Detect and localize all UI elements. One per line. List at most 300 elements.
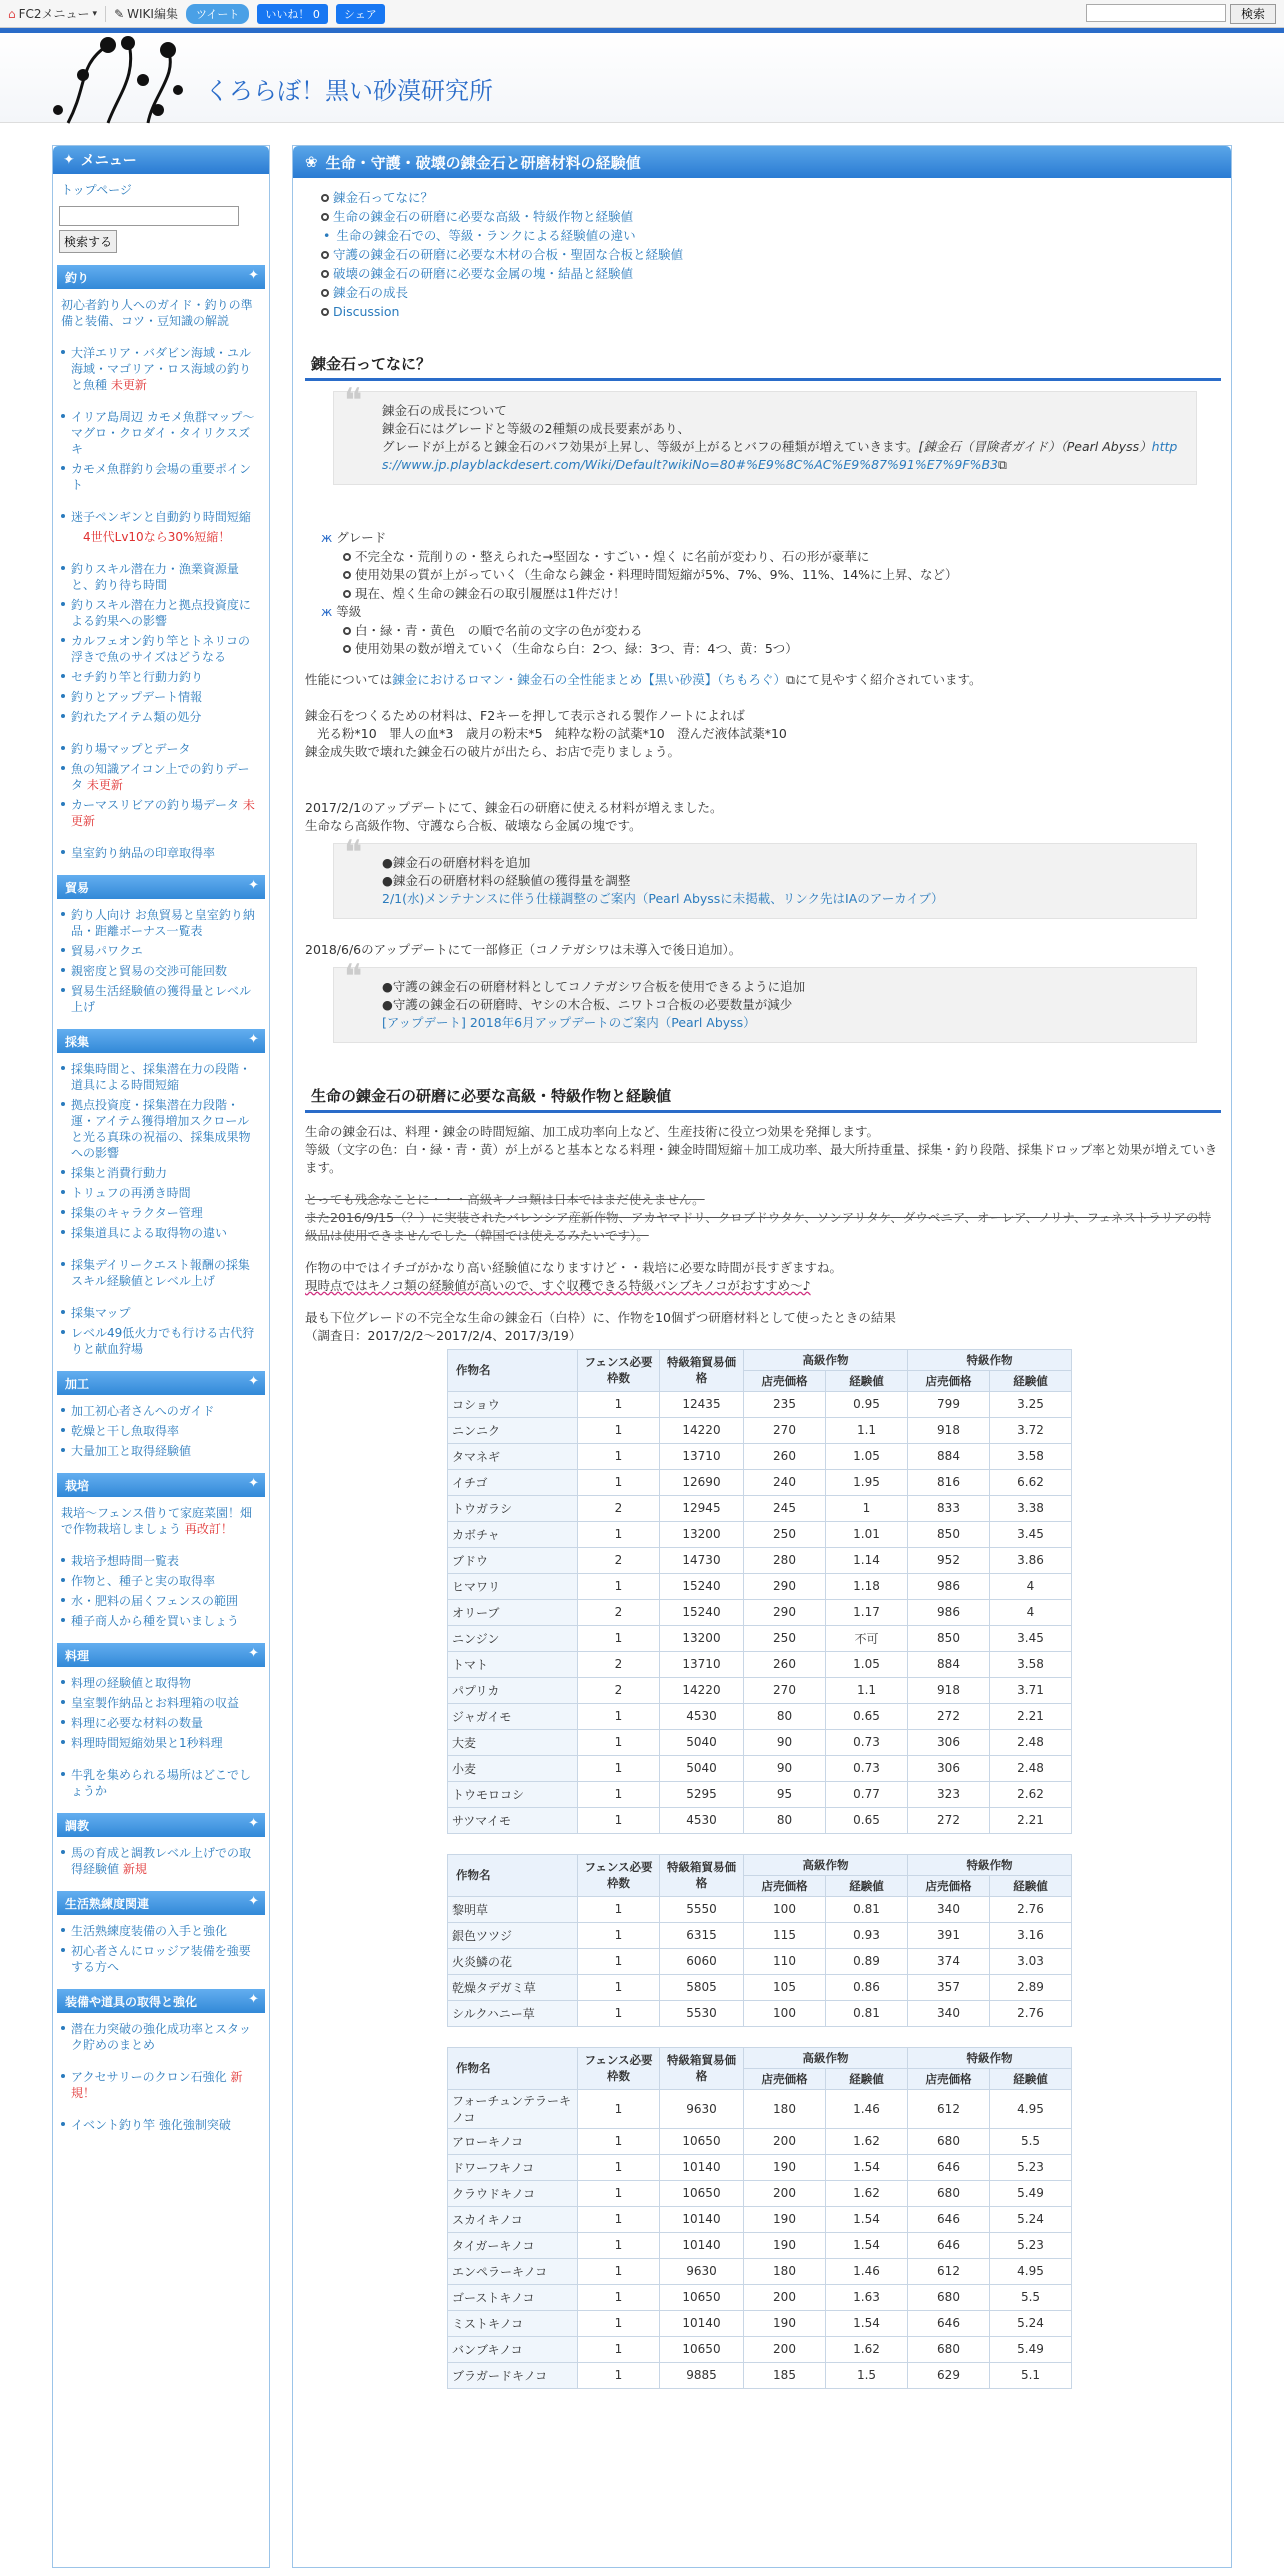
spacer <box>53 727 269 739</box>
table-cell: カボチャ <box>448 1521 578 1547</box>
circle-bullet-icon <box>321 270 329 278</box>
table-row <box>448 2180 1072 2206</box>
table-cell: 680 <box>908 2336 990 2362</box>
table-cell: 13710 <box>660 1443 744 1469</box>
table-cell: 5.23 <box>990 2154 1072 2180</box>
table-cell: スカイキノコ <box>448 2206 578 2232</box>
sidebar-link[interactable] <box>53 631 269 667</box>
sidebar-search-input[interactable] <box>59 206 239 226</box>
table-cell: 110 <box>744 1948 826 1974</box>
sidebar-link[interactable] <box>53 1183 269 1203</box>
table-cell: 5.23 <box>990 2232 1072 2258</box>
table-cell: 190 <box>744 2206 826 2232</box>
table-cell: 2 <box>578 1677 660 1703</box>
table-cell: 0.65 <box>826 1703 908 1729</box>
sidebar-link[interactable] <box>53 1713 269 1733</box>
table-row <box>448 1573 1072 1599</box>
table-header: 経験値 <box>826 1875 908 1896</box>
toc-item[interactable] <box>321 188 1231 207</box>
table-cell: 1 <box>578 1443 660 1469</box>
table-row <box>448 2362 1072 2388</box>
table-cell: タイガーキノコ <box>448 2232 578 2258</box>
toc-link[interactable]: 錬金石ってなに？ <box>333 190 434 205</box>
wiki-edit-link[interactable]: ✎ WIKI編集 <box>114 6 178 21</box>
table-cell: 1.54 <box>826 2154 908 2180</box>
table-cell: 952 <box>908 1547 990 1573</box>
quote-update-2017: ❝ ●錬金石の研磨材料を追加 ●錬金石の研磨材料の経験値の獲得量を調整 2/1(水)メンテナンスに伴う仕様調整のご案内（Pearl Abyssに未掲載、リンク先はIAのアーカイブ） <box>333 843 1197 919</box>
table-cell: アローキノコ <box>448 2128 578 2154</box>
sidebar-link[interactable] <box>53 343 269 395</box>
sidebar-link[interactable] <box>53 1203 269 1223</box>
table-cell: 0.77 <box>826 1781 908 1807</box>
table-cell: 90 <box>744 1755 826 1781</box>
table-cell: 1 <box>826 1495 908 1521</box>
bullet-icon <box>343 590 351 598</box>
sidebar-section-title: 装備や道具の取得と強化 ✦ <box>57 1989 265 2013</box>
sidebar-link[interactable] <box>53 2019 269 2055</box>
table-cell: 340 <box>908 2000 990 2026</box>
table-cell: 10140 <box>660 2310 744 2336</box>
table-row <box>448 2089 1072 2128</box>
chimolog-link[interactable]: 錬金におけるロマン・錬金石の全性能まとめ【黒い砂漠】（ちもろぐ） <box>392 671 787 687</box>
table-row <box>448 2206 1072 2232</box>
table-cell: 80 <box>744 1703 826 1729</box>
table-cell: 0.86 <box>826 1974 908 2000</box>
dot-bullet-icon: • <box>323 228 331 243</box>
table-cell: 0.73 <box>826 1755 908 1781</box>
sidebar-link[interactable] <box>53 843 269 863</box>
sidebar-link[interactable] <box>53 595 269 631</box>
sidebar-link[interactable] <box>53 1591 269 1611</box>
sidebar-link[interactable] <box>53 1163 269 1183</box>
butterfly-icon: ж <box>321 604 333 619</box>
status-badge: 未更新 <box>83 778 123 792</box>
sidebar-link[interactable] <box>53 1255 269 1291</box>
update-2018-link[interactable]: [アップデート] 2018年6月アップデートのご案内（Pearl Abyss） <box>382 1014 756 1030</box>
table-cell: 323 <box>908 1781 990 1807</box>
table-cell: 5805 <box>660 1974 744 2000</box>
table-cell: 2.76 <box>990 1896 1072 1922</box>
sidebar-link[interactable] <box>53 1059 269 1095</box>
life-desc-2: 等級（文字の色：白・緑・青・黄）が上がると基本となる料理・錬金時間短縮＋加工成功率、最大所持重量、採集・釣り段階、採集ドロップ率と効果が増えていきます。 <box>305 1141 1218 1175</box>
table-cell: 180 <box>744 2089 826 2128</box>
sidebar-link-label: イベント釣り竿 強化強制突破 <box>71 2118 231 2132</box>
sidebar-link-label: 大洋エリア・バダビン海域・ユル海域・マゴリア・ロス海域の釣りと魚種 <box>71 346 252 392</box>
table-cell: 0.89 <box>826 1948 908 1974</box>
table-cell: コショウ <box>448 1391 578 1417</box>
table-cell: 3.72 <box>990 1417 1072 1443</box>
table-cell: 190 <box>744 2310 826 2336</box>
spacer <box>53 1291 269 1303</box>
sidebar-link[interactable] <box>53 559 269 595</box>
sidebar-link-label: 採集と消費行動力 <box>71 1166 168 1180</box>
table-cell: 357 <box>908 1974 990 2000</box>
sidebar-note <box>53 527 269 547</box>
fc2-menu[interactable]: ⌂ FC2メニュー ▾ <box>8 6 98 21</box>
table-cell: 1.46 <box>826 2258 908 2284</box>
sidebar-section-title: 採集 ✦ <box>57 1029 265 1053</box>
toc-link[interactable]: 守護の錬金石の研磨に必要な木材の合板・聖固な合板と経験値 <box>333 247 684 262</box>
sidebar-link[interactable] <box>53 981 269 1017</box>
sidebar-section-title: 栽培 ✦ <box>57 1473 265 1497</box>
sidebar-link[interactable] <box>53 2067 269 2103</box>
table-cell: 1.54 <box>826 2206 908 2232</box>
sidebar-link[interactable] <box>53 1693 269 1713</box>
table-cell: 1 <box>578 1573 660 1599</box>
table-header: 店売価格 <box>744 1370 826 1391</box>
sidebar-link-label: 採集マップ <box>71 1306 131 1320</box>
table-cell: バンブキノコ <box>448 2336 578 2362</box>
table-cell: 850 <box>908 1625 990 1651</box>
table-cell: 1 <box>578 1896 660 1922</box>
sidebar-link[interactable] <box>53 1843 269 1879</box>
table-cell: 6.62 <box>990 1469 1072 1495</box>
sidebar-link-label: 潜在力突破の強化成功率とスタック貯めのまとめ <box>71 2022 252 2052</box>
sidebar-link-label: 採集のキャラクター管理 <box>71 1206 203 1220</box>
table-cell: パプリカ <box>448 1677 578 1703</box>
table-cell: オリーブ <box>448 1599 578 1625</box>
table-cell: 2.76 <box>990 2000 1072 2026</box>
sidebar-link[interactable] <box>53 1323 269 1359</box>
table-cell: 1 <box>578 1703 660 1729</box>
table-cell: 小麦 <box>448 1755 578 1781</box>
table-cell: 1 <box>578 1755 660 1781</box>
sidebar-link-label: 栽培～フェンス借りて家庭菜園！畑で作物栽培しましょう <box>61 1506 253 1536</box>
table-cell: 1.5 <box>826 2362 908 2388</box>
table-cell: 1.63 <box>826 2284 908 2310</box>
site-title[interactable]: くろらぼ！黒い砂漠研究所 <box>205 77 493 105</box>
table-cell: トマト <box>448 1651 578 1677</box>
crop-table <box>447 1349 1072 1834</box>
table-cell: ブラガードキノコ <box>448 2362 578 2388</box>
table-cell: 1 <box>578 2000 660 2026</box>
sidebar-link-label: 種子商人から種を買いましょう <box>71 1614 240 1628</box>
table-row <box>448 1521 1072 1547</box>
sidebar-search-button[interactable]: 検索する <box>59 230 117 253</box>
table-cell: 680 <box>908 2180 990 2206</box>
toc-link[interactable]: 破壊の錬金石の研磨に必要な金属の塊・結晶と経験値 <box>333 266 634 281</box>
table-row <box>448 1922 1072 1948</box>
sidebar-link-label: 大量加工と取得経験値 <box>71 1444 192 1458</box>
table-cell: 10650 <box>660 2180 744 2206</box>
table-cell: 0.81 <box>826 2000 908 2026</box>
table-cell: ドワーフキノコ <box>448 2154 578 2180</box>
crop-tables <box>293 1349 1231 2389</box>
bullet-icon <box>343 553 351 561</box>
sidebar-link[interactable] <box>53 1441 269 1461</box>
sidebar-link[interactable] <box>53 1921 269 1941</box>
table-cell: 火炎鱗の花 <box>448 1948 578 1974</box>
table-cell: 4530 <box>660 1807 744 1833</box>
table-cell: 290 <box>744 1599 826 1625</box>
table-cell: 1 <box>578 1948 660 1974</box>
toc-link[interactable]: 生命の錬金石での、等級・ランクによる経験値の違い <box>336 228 636 243</box>
table-cell: タマネギ <box>448 1443 578 1469</box>
table-cell: 3.16 <box>990 1922 1072 1948</box>
sidebar-link-label: 採集時間と、採集潜在力の段階・道具による時間短縮 <box>71 1062 252 1092</box>
table-row <box>448 1625 1072 1651</box>
top-search-input[interactable] <box>1086 4 1226 22</box>
star-icon: ✦ <box>63 152 75 168</box>
spacer <box>53 331 269 343</box>
sidebar-link-label: 採集道具による取得物の違い <box>71 1226 228 1240</box>
table-row <box>448 2232 1072 2258</box>
table-cell: 250 <box>744 1521 826 1547</box>
table-cell: 799 <box>908 1391 990 1417</box>
sidebar-section-title: 釣り ✦ <box>57 265 265 289</box>
table-cell: 833 <box>908 1495 990 1521</box>
sidebar-link[interactable] <box>53 1673 269 1693</box>
table-cell: 1 <box>578 1391 660 1417</box>
sidebar-link-label: 釣りスキル潜在力と拠点投資度による釣果への影響 <box>71 598 251 628</box>
table-cell: 646 <box>908 2206 990 2232</box>
sidebar-link[interactable] <box>53 905 269 941</box>
home-icon: ⌂ <box>8 6 16 21</box>
table-header: 店売価格 <box>744 1875 826 1896</box>
table-cell: 2.48 <box>990 1755 1072 1781</box>
table-cell: 10650 <box>660 2336 744 2362</box>
table-cell: 240 <box>744 1469 826 1495</box>
sidebar-link[interactable] <box>53 795 269 831</box>
sidebar-link[interactable] <box>53 2115 269 2135</box>
grade-list: ж グレード 不完全な・荒削りの・整えられた→堅固な・すごい・煌く に名前が変わり、石の形が豪華に 使用効果の質が上がっていく（生命なら錬金・料理時間短縮が5%、7%、9%、11%、14%に上昇、など） 現在、煌く生命の錬金石の取引履歴は1件だけ！ ж 等級 白・緑・青・黄色 の順で名前の文字の色が変わる 使用効果の数が増えていく（生命なら白：2つ、緑：3つ、青：4つ、黄：5つ） <box>321 530 958 656</box>
sidebar-link[interactable] <box>53 1303 269 1323</box>
table-cell: 13200 <box>660 1521 744 1547</box>
guide-link[interactable]: https://www.jp.playblackdesert.com/Wiki/Default?wikiNo=80#%E9%8C%AC%E9%87%91%E7%9F%B3 <box>382 439 1178 472</box>
table-cell: 115 <box>744 1922 826 1948</box>
table-cell: 1.62 <box>826 2128 908 2154</box>
material-note: 錬金成失敗で壊れた錬金石の破片が出たら、お店で売りましょう。 <box>305 743 681 759</box>
table-cell: 1.01 <box>826 1521 908 1547</box>
table-cell: 306 <box>908 1755 990 1781</box>
sidebar-section-title: 料理 ✦ <box>57 1643 265 1667</box>
sidebar-link[interactable] <box>53 687 269 707</box>
sidebar-link[interactable] <box>53 667 269 687</box>
table-row <box>448 2000 1072 2026</box>
table-cell: 12435 <box>660 1391 744 1417</box>
table-cell: 1.14 <box>826 1547 908 1573</box>
table-row <box>448 1948 1072 1974</box>
table-cell: 1 <box>578 1922 660 1948</box>
sidebar-sections <box>53 265 269 2135</box>
sidebar-link[interactable] <box>53 1611 269 1631</box>
tweet-button[interactable]: ツイート <box>186 4 249 24</box>
sidebar-link[interactable] <box>53 739 269 759</box>
table-cell: 5.24 <box>990 2310 1072 2336</box>
edit-icon: ✎ <box>114 6 125 21</box>
sidebar-link[interactable] <box>53 1571 269 1591</box>
table-cell: 680 <box>908 2128 990 2154</box>
table-row <box>448 2154 1072 2180</box>
table-cell: 340 <box>908 1896 990 1922</box>
table-cell: 250 <box>744 1625 826 1651</box>
sidebar-link-label: トリュフの再湧き時間 <box>71 1186 191 1200</box>
table-header: 作物名 <box>448 2047 578 2089</box>
sidebar-top-link[interactable]: トップページ <box>61 183 132 197</box>
spacer <box>53 1243 269 1255</box>
table-header: 高級作物 <box>744 1854 908 1875</box>
table-header: 特級箱貿易価格 <box>660 1854 744 1896</box>
table-header: 作物名 <box>448 1349 578 1391</box>
sidebar-link-label: 水・肥料の届くフェンスの範囲 <box>71 1594 239 1608</box>
table-cell: 612 <box>908 2258 990 2284</box>
table-date: （調査日：2017/2/2～2017/2/4、2017/3/19） <box>305 1327 582 1343</box>
table-cell: 2 <box>578 1547 660 1573</box>
table-cell: 1 <box>578 2180 660 2206</box>
table-cell: クラウドキノコ <box>448 2180 578 2206</box>
table-cell: 12945 <box>660 1495 744 1521</box>
table-cell: 1 <box>578 2310 660 2336</box>
table-cell: 884 <box>908 1443 990 1469</box>
top-search-button[interactable]: 検索 <box>1230 4 1276 24</box>
sidebar-link-label: 釣り場マップとデータ <box>71 742 191 756</box>
sidebar-link[interactable] <box>53 1095 269 1163</box>
crop-note-1: 作物の中ではイチゴがかなり高い経験値になりますけど・・栽培に必要な時間が長すぎますね。 <box>305 1259 843 1275</box>
status-badge: 未更新 <box>107 378 147 392</box>
sidebar-link[interactable] <box>53 941 269 961</box>
table-cell: 9885 <box>660 2362 744 2388</box>
sidebar-link-label: 乾燥と干し魚取得率 <box>71 1424 180 1438</box>
sidebar-link[interactable] <box>53 407 269 459</box>
sidebar-link-label: 初心者釣り人へのガイド・釣りの準備と装備、コツ・豆知識の解説 <box>61 298 253 328</box>
table-cell: 9630 <box>660 2258 744 2284</box>
divider <box>105 6 106 22</box>
table-row <box>448 1469 1072 1495</box>
chevron-down-icon: ▾ <box>92 8 98 19</box>
toc-item[interactable] <box>321 226 1231 245</box>
table-cell: 乾燥タデガミ草 <box>448 1974 578 2000</box>
table-cell: 4530 <box>660 1703 744 1729</box>
table-cell: 1 <box>578 2128 660 2154</box>
table-cell: 280 <box>744 1547 826 1573</box>
table-cell: 6315 <box>660 1922 744 1948</box>
table-cell: 1.17 <box>826 1599 908 1625</box>
table-header: 店売価格 <box>908 1875 990 1896</box>
table-cell: 306 <box>908 1729 990 1755</box>
table-row <box>448 2284 1072 2310</box>
status-badge: ！ <box>83 2086 96 2100</box>
sidebar-link[interactable] <box>53 1551 269 1571</box>
sidebar-section-title: 加工 ✦ <box>57 1371 265 1395</box>
sidebar-link[interactable] <box>53 459 269 495</box>
spacer <box>53 395 269 407</box>
table-row <box>448 1651 1072 1677</box>
update-text-3: 2018/6/6のアップデートにて一部修正（コノテガシワは未導入で後日追加）。 <box>305 941 742 957</box>
table-cell: 1.18 <box>826 1573 908 1599</box>
sidebar-link[interactable] <box>53 295 269 331</box>
table-cell: 185 <box>744 2362 826 2388</box>
strike-note-1: とっても残念なことに・・・高級キノコ類は日本ではまだ使えません。 <box>305 1191 705 1207</box>
toc-link[interactable]: 錬金石の成長 <box>333 285 409 300</box>
flower-icon: ❀ <box>305 153 318 171</box>
table-header: 経験値 <box>990 1875 1072 1896</box>
table-cell: 290 <box>744 1573 826 1599</box>
table-cell: 0.95 <box>826 1391 908 1417</box>
table-cell: 235 <box>744 1391 826 1417</box>
sidebar-link[interactable] <box>53 759 269 795</box>
table-cell: 不可 <box>826 1625 908 1651</box>
table-cell: フォーチュンテラーキノコ <box>448 2089 578 2128</box>
table-cell: イチゴ <box>448 1469 578 1495</box>
table-cell: 1 <box>578 2232 660 2258</box>
table-cell: 918 <box>908 1677 990 1703</box>
table-cell: 272 <box>908 1703 990 1729</box>
table-cell: 5295 <box>660 1781 744 1807</box>
share-button[interactable]: シェア <box>336 4 385 24</box>
spacer <box>53 1753 269 1765</box>
table-cell: 10140 <box>660 2232 744 2258</box>
table-cell: 986 <box>908 1599 990 1625</box>
table-header: 店売価格 <box>908 1370 990 1391</box>
table-cell: 3.03 <box>990 1948 1072 1974</box>
table-row <box>448 1703 1072 1729</box>
table-cell: 1 <box>578 2206 660 2232</box>
sidebar-link[interactable] <box>53 1401 269 1421</box>
table-cell: トウガラシ <box>448 1495 578 1521</box>
sidebar-link-label: 魚の知識アイコン上での釣りデータ <box>71 762 250 792</box>
sidebar-link-label: 採集デイリークエスト報酬の採集スキル経験値とレベル上げ <box>71 1258 250 1288</box>
sidebar-link-label: アクセサリーのクロン石強化 <box>71 2070 227 2084</box>
sidebar-link[interactable] <box>53 1765 269 1801</box>
sidebar-link-label: 牛乳を集められる場所はどこでしょうか <box>71 1768 252 1798</box>
sidebar-link[interactable] <box>53 1421 269 1441</box>
circle-bullet-icon <box>321 251 329 259</box>
table-header: 特級作物 <box>908 1349 1072 1370</box>
toc-link[interactable]: Discussion <box>333 304 400 319</box>
sidebar-link[interactable] <box>53 961 269 981</box>
table-cell: 5.24 <box>990 2206 1072 2232</box>
spacer <box>53 2055 269 2067</box>
sidebar-link[interactable] <box>53 1503 269 1539</box>
table-cell: 1 <box>578 1974 660 2000</box>
sidebar-menu-title: ✦ メニュー <box>53 146 269 174</box>
sidebar-link[interactable] <box>53 507 269 527</box>
like-button[interactable]: いいね！ 0 <box>257 4 328 24</box>
maintenance-link[interactable]: 2/1(水)メンテナンスに伴う仕様調整のご案内（Pearl Abyssに未掲載、リンク先はIAのアーカイブ） <box>382 890 944 906</box>
table-cell: 10650 <box>660 2284 744 2310</box>
table-cell: 180 <box>744 2258 826 2284</box>
sidebar-link[interactable] <box>53 1223 269 1243</box>
table-cell: 3.71 <box>990 1677 1072 1703</box>
circle-bullet-icon <box>321 308 329 316</box>
table-cell: ニンジン <box>448 1625 578 1651</box>
table-cell: 5550 <box>660 1896 744 1922</box>
table-cell: 3.58 <box>990 1443 1072 1469</box>
table-cell: 4.95 <box>990 2258 1072 2284</box>
sidebar-link[interactable] <box>53 707 269 727</box>
section-heading-what: 錬金石ってなに？ <box>305 349 1221 381</box>
table-cell: 14730 <box>660 1547 744 1573</box>
sidebar-link[interactable] <box>53 1941 269 1977</box>
toc-item[interactable] <box>321 283 1231 302</box>
table-row <box>448 2128 1072 2154</box>
table-cell: 1.54 <box>826 2310 908 2336</box>
sidebar-link[interactable] <box>53 1733 269 1753</box>
toc-item[interactable] <box>321 264 1231 283</box>
table-header: 経験値 <box>990 1370 1072 1391</box>
table-cell: 190 <box>744 2232 826 2258</box>
toc-link[interactable]: 生命の錬金石の研磨に必要な高級・特級作物と経験値 <box>333 209 634 224</box>
toc-item[interactable] <box>321 245 1231 264</box>
table-cell: 0.93 <box>826 1922 908 1948</box>
table-header: フェンス必要枠数 <box>578 1854 660 1896</box>
table-header: 特級箱貿易価格 <box>660 1349 744 1391</box>
toc-item[interactable] <box>321 302 1231 321</box>
external-link-icon: ⧉ <box>997 457 1007 472</box>
toc-item[interactable] <box>321 207 1231 226</box>
table-cell: 1.62 <box>826 2336 908 2362</box>
table-header: 特級作物 <box>908 1854 1072 1875</box>
